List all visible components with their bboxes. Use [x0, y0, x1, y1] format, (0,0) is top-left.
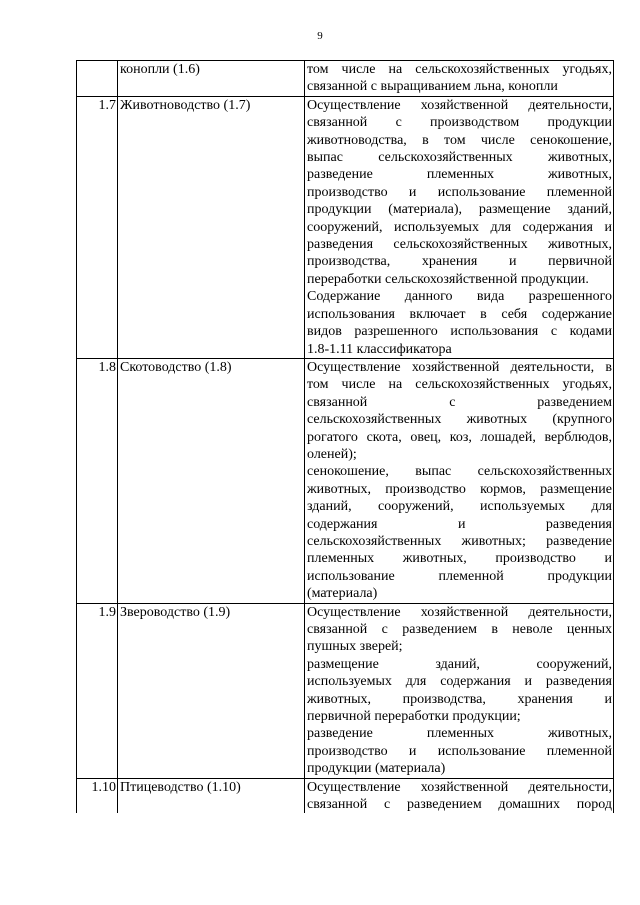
description-line: рогатого скота, овец, коз, лошадей, верблюдов, [307, 429, 612, 445]
description-line: размещение зданий, сооружений, [307, 656, 612, 672]
description-line: переработки сельскохозяйственной продукции. [307, 271, 589, 287]
row-description [305, 61, 614, 97]
description-line: использование племенной продукции [307, 568, 612, 584]
table-row [77, 603, 614, 778]
description-line: видов разрешенного использования с кодами [307, 324, 612, 340]
description-line: том числе на сельскохозяйственных угодьях, [307, 62, 612, 77]
description-line: животных, производства, хранения и [307, 691, 612, 707]
description-line: Осуществление хозяйственной деятельности, [307, 97, 612, 113]
description-line: производства, хранения и первичной [307, 254, 612, 270]
description-line: животных, производство кормов, размещение [307, 481, 612, 497]
description-line: сельскохозяйственных животных; разведение [307, 533, 612, 549]
row-code [77, 61, 118, 97]
description-line: содержания и разведения [307, 516, 612, 532]
description-line: первичной переработки продукции; [307, 709, 521, 725]
description-line: продукции (материала) [307, 761, 446, 777]
description-line: том числе на сельскохозяйственных угодьях, [307, 377, 612, 393]
land-use-classifier-table [76, 60, 614, 813]
table-row [77, 96, 614, 358]
description-line: Осуществление хозяйственной деятельности, в [307, 359, 612, 375]
row-use-name: Скотоводство (1.8) [118, 358, 305, 603]
description-line: животноводства, в том числе сенокошение, [307, 132, 612, 148]
row-description [305, 358, 614, 603]
description-line: производство и использование племенной [307, 743, 612, 759]
page-number: 9 [317, 30, 323, 42]
description-line: связанной с разведением домашних пород [307, 797, 612, 813]
description-line: продукции (материала), размещение зданий, [307, 202, 612, 218]
description-line: оленей); [307, 446, 357, 462]
description-line: пушных зверей; [307, 639, 403, 655]
row-description [305, 778, 614, 813]
row-use-name: Птицеводство (1.10) [118, 778, 305, 813]
row-code: 1.9 [77, 603, 118, 778]
description-line: Осуществление хозяйственной деятельности, [307, 779, 612, 795]
description-line: племенных животных, производство и [307, 551, 612, 567]
description-line: разведение племенных животных, [307, 726, 612, 742]
row-use-name: Звероводство (1.9) [118, 603, 305, 778]
row-code: 1.10 [77, 778, 118, 813]
row-description [305, 603, 614, 778]
description-line: связанной с разведением [307, 394, 612, 410]
description-line: связанной с разведением в неволе ценных [307, 622, 612, 637]
row-description [305, 96, 614, 358]
description-line: сенокошение, выпас сельскохозяйственных [307, 464, 612, 480]
description-line: Осуществление хозяйственной деятельности, [307, 604, 612, 620]
description-line: сельскохозяйственных животных (крупного [307, 412, 612, 428]
description-line: разведения сельскохозяйственных животных, [307, 237, 612, 253]
description-line: разведение племенных животных, [307, 167, 612, 183]
description-line: зданий, сооружений, используемых для [307, 499, 612, 515]
table-row [77, 778, 614, 813]
description-line: производство и использование племенной [307, 184, 612, 200]
table-row [77, 61, 614, 97]
description-line: (материала) [307, 586, 378, 602]
table-body [77, 61, 614, 814]
description-line: Содержание данного вида разрешенного [307, 289, 612, 305]
description-line: использования включает в себя содержание [307, 306, 612, 322]
description-line: используемых для содержания и разведения [307, 674, 612, 690]
row-code: 1.8 [77, 358, 118, 603]
description-line: выпас сельскохозяйственных животных, [307, 150, 612, 166]
description-line: сооружений, используемых для содержания и [307, 219, 612, 235]
description-line: связанной с производством продукции [307, 115, 612, 131]
row-use-name: Животноводство (1.7) [118, 96, 305, 358]
description-line: 1.8-1.11 классификатора [307, 341, 452, 357]
row-code: 1.7 [77, 96, 118, 358]
description-line: связанной с выращиванием льна, конопли [307, 79, 558, 95]
table-row [77, 358, 614, 603]
row-use-name: конопли (1.6) [118, 61, 305, 97]
